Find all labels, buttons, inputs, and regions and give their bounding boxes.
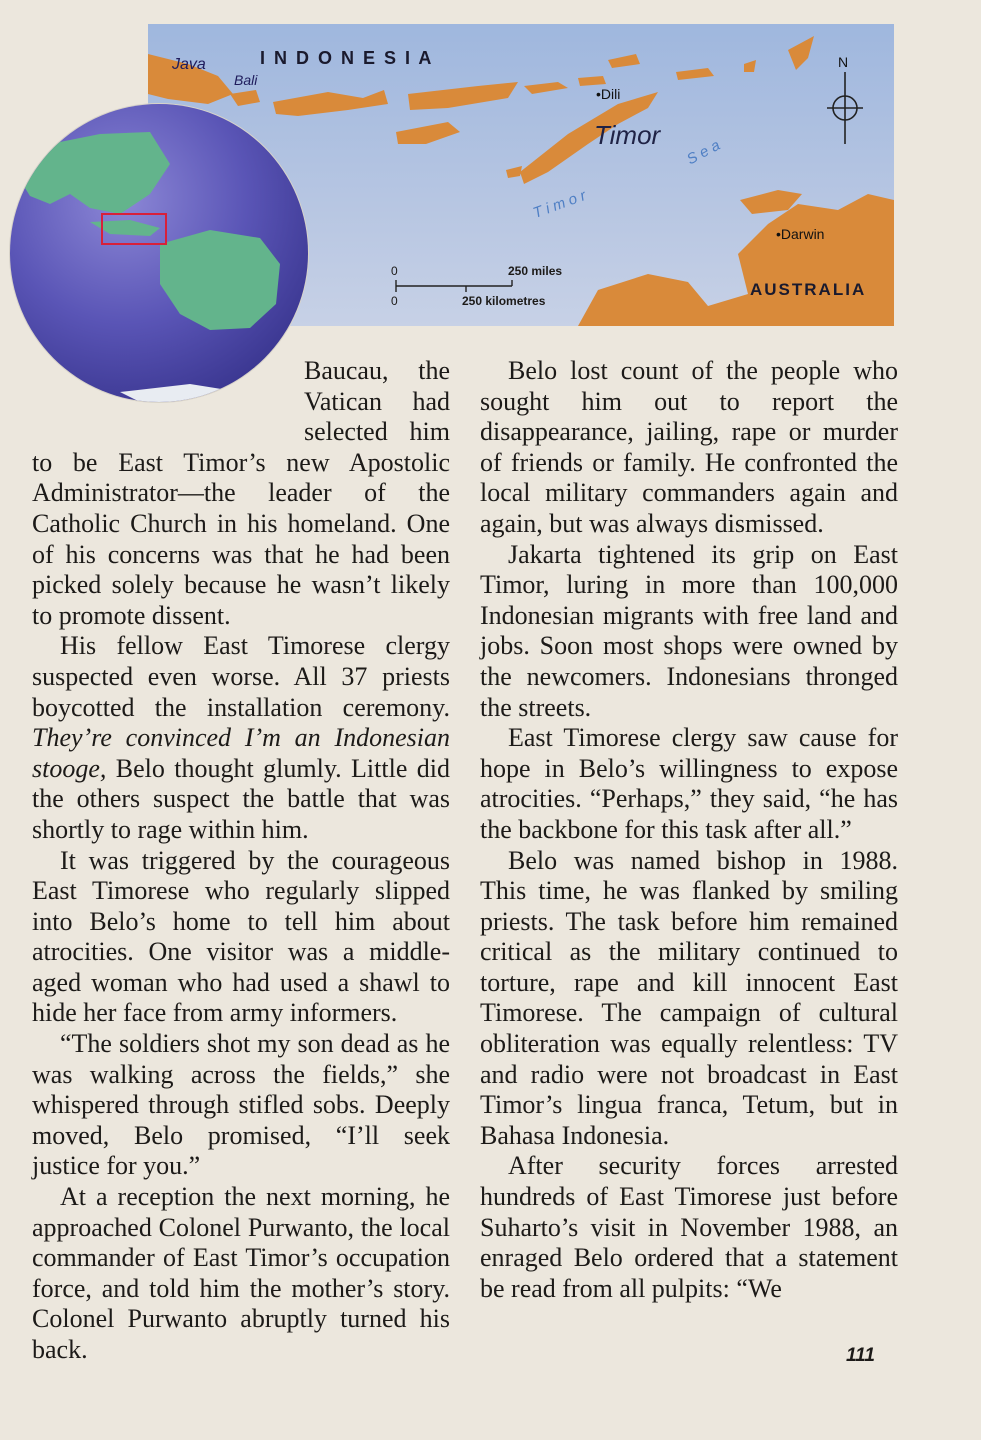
left-paragraph-2-italic: They’re convinced I’m an Indonesian stooge,	[32, 723, 450, 783]
sea-label: S e a	[684, 136, 723, 169]
asia-land	[10, 132, 170, 214]
scale-kilometres: 250 kilometres	[462, 294, 546, 308]
compass-rose	[827, 72, 863, 144]
left-paragraph-2	[32, 631, 450, 845]
flores-island	[408, 82, 518, 110]
australia-north	[578, 194, 894, 326]
sumba-island	[396, 122, 460, 144]
dili-label: •Dili	[596, 86, 621, 102]
timor-sea-label: T i m o r	[530, 187, 589, 222]
right-paragraph-2: Jakarta tightened its grip on East Timor, luring in more than 100,000 Indonesian migrants with free land and jobs. Soon most shops were owned by the newcomers. Indonesians thronged the streets.	[480, 539, 898, 722]
right-paragraph-5: After security forces arrested hundreds of East Timorese just before Suharto’s visit in November 1988, an enraged Belo ordered that a statement be read from all pulpits: “We	[480, 1151, 898, 1303]
bali-label: Bali	[234, 72, 258, 88]
left-paragraph-3: It was triggered by the courageous East Timorese who regularly slipped into Belo’s home to tell him about atrocities. One visitor was a middle-aged woman who had used a shawl to hide her face from army informers.	[32, 845, 450, 1028]
tanimbar-islands	[676, 36, 814, 80]
scale-miles: 250 miles	[508, 264, 563, 278]
left-paragraph-2-end: Belo thought glumly. Little did the others suspect the battle that was shortly to rage within him.	[32, 753, 450, 844]
australia-land	[160, 230, 280, 330]
indonesia-label: I N D O N E S I A	[260, 48, 434, 68]
right-paragraph-3: East Timorese clergy saw cause for hope in Belo’s willingness to expose atrocities. “Perhaps,” they said, “he has the backbone for this task after all.”	[480, 723, 898, 844]
compass-north-label: N	[838, 54, 849, 70]
darwin-label: •Darwin	[776, 226, 825, 242]
left-text-column	[32, 356, 450, 1366]
islands-chain	[524, 54, 640, 94]
java-label: Java	[172, 56, 206, 73]
left-paragraph-1: Baucau, the Vatican had selected him to be East Timor’s new Apostolic Administrator—the leader of the Catholic Church in his homeland. One of his concerns was that he had been picked solely because he wasn’t likely to promote dissent.	[32, 356, 450, 630]
scale-zero-bottom: 0	[391, 294, 398, 308]
left-paragraph-4: “The soldiers shot my son dead as he was walking across the fields,” she whispered through stifled sobs. Deeply moved, Belo promised, “I’ll seek justice for you.”	[32, 1029, 450, 1181]
scale-bar	[396, 280, 512, 292]
right-paragraph-4: Belo was named bishop in 1988. This time, he was flanked by smiling priests. The task before him remained critical as the military continued to torture, rape and kill innocent East Timorese. The campaign of cultural obliteration was equally relentless: TV and radio were not broadcast in East Timor’s lingua franca, Tetum, but in Bahasa Indonesia.	[480, 845, 898, 1150]
timor-label: Timor	[594, 120, 661, 150]
right-text-column	[480, 356, 898, 1304]
rote-island	[506, 166, 522, 178]
left-paragraph-5: At a reception the next morning, he approached Colonel Purwanto, the local commander of East Timor’s occupation force, and told him the mother’s story. Colonel Purwanto abruptly turned his back.	[32, 1182, 450, 1364]
page-number: 111	[846, 1345, 875, 1366]
australia-label: AUSTRALIA	[750, 280, 867, 299]
right-paragraph-1: Belo lost count of the people who sought him out to report the disappearance, jailing, rape or murder of friends or family. He confronted the local military commanders again and again, but was always dismissed.	[480, 356, 898, 538]
indonesia-land	[90, 220, 160, 236]
scale-zero-top: 0	[391, 264, 398, 278]
left-paragraph-2-text: His fellow East Timorese clergy suspected even worse. All 37 priests boycotted the installation ceremony.	[32, 631, 450, 722]
